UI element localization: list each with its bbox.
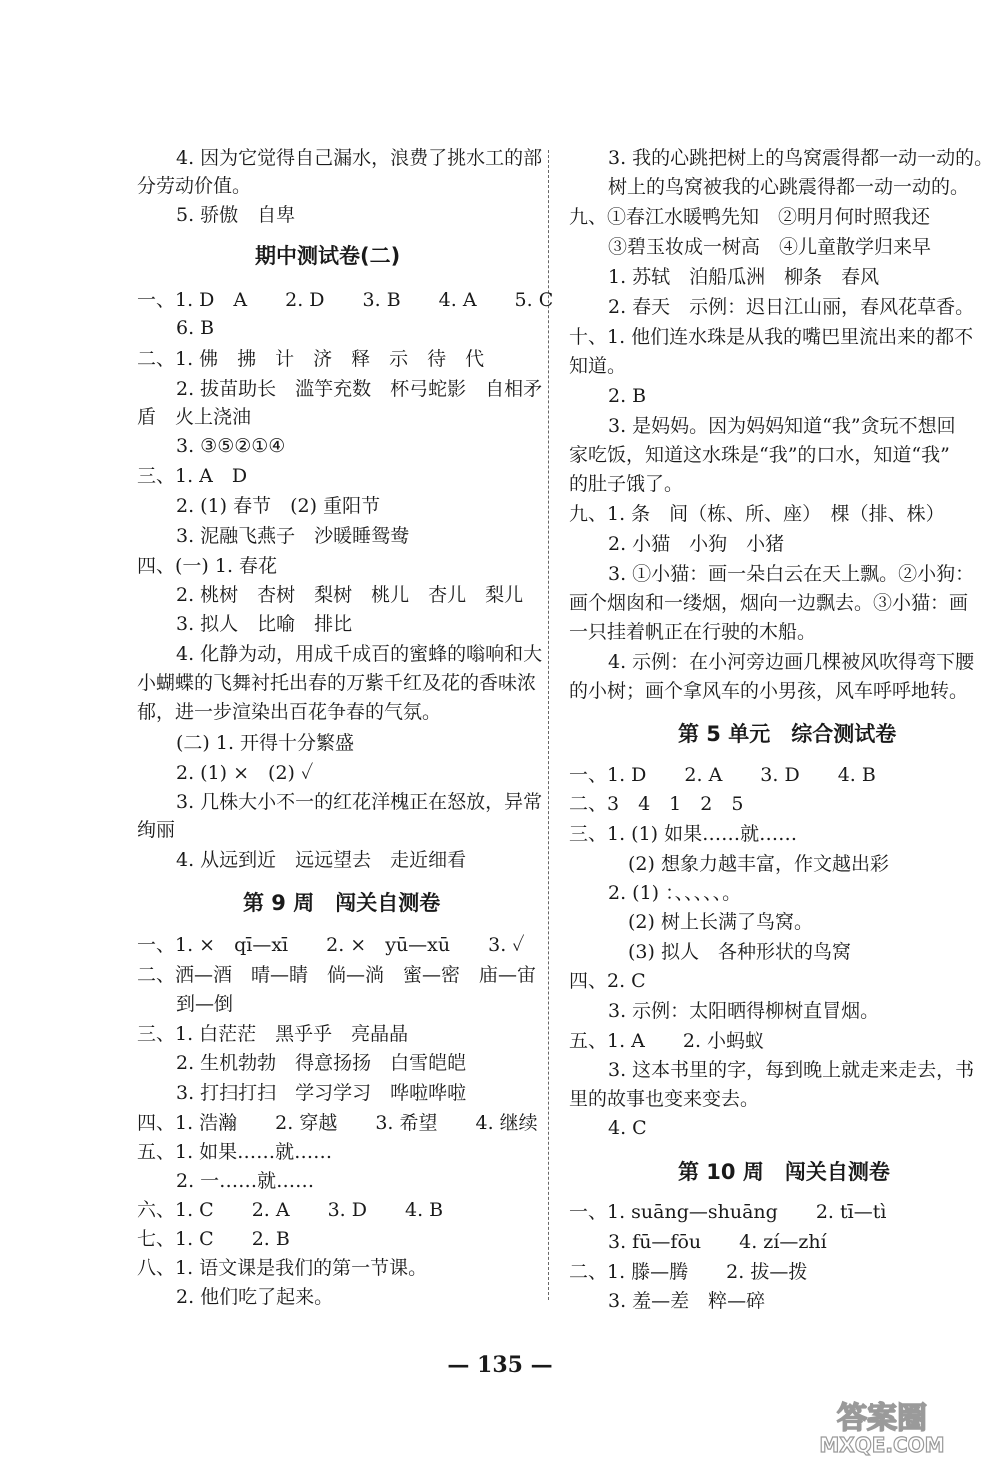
answer-line: 4. C	[608, 1117, 647, 1139]
answer-line: 3. 泥融飞燕子 沙暖睡鸳鸯	[176, 525, 410, 547]
page-number: — 135 —	[447, 1352, 553, 1378]
answer-line: 九、1. 条 间（栋、所、座） 棵（排、株）	[569, 503, 945, 525]
answer-line: 知道。	[569, 355, 627, 377]
answer-line: 二、1. 佛 拂 计 济 释 示 待 代	[137, 348, 485, 370]
answer-line: 3. 这本书里的字，每到晚上就走来走去，书	[608, 1059, 975, 1081]
answer-line: ③碧玉妆成一树高 ④儿童散学归来早	[608, 236, 932, 258]
answer-line: 盾 火上浇油	[137, 406, 252, 428]
watermark-line1: 答案圈	[837, 1401, 927, 1436]
answer-line: 3. fū—fōu 4. zí—zhí	[608, 1231, 827, 1253]
answer-line: 2. (1) ：、、、、、。	[608, 882, 742, 904]
answer-line: 3. 打扫打扫 学习学习 哗啦哗啦	[176, 1082, 467, 1104]
section-heading: 期中测试卷(二)	[255, 244, 401, 268]
answer-line: 一、1. × qī—xī 2. × yū—xū 3. ✓	[137, 934, 525, 956]
answer-line: 三、1. 白茫茫 黑乎乎 亮晶晶	[137, 1023, 409, 1045]
answer-line: 二、1. 滕—腾 2. 拔—拨	[569, 1261, 808, 1283]
answer-line: 里的故事也变来变去。	[569, 1088, 760, 1110]
answer-line: 六、1. C 2. A 3. D 4. B	[137, 1199, 444, 1221]
answer-line: 2. 拔苗助长 滥竽充数 杯弓蛇影 自相矛	[176, 378, 543, 400]
watermark-line2: MXQE.COM	[819, 1433, 945, 1456]
answer-line: 五、1. 如果……就……	[137, 1141, 333, 1163]
answer-line: 6. B	[176, 317, 215, 339]
answer-line: 3. 是妈妈。因为妈妈知道“我”贪玩不想回	[608, 415, 956, 437]
answer-line: 3. 拟人 比喻 排比	[176, 613, 353, 635]
answer-line: 4. 示例：在小河旁边画几棵被风吹得弯下腰	[608, 651, 975, 673]
answer-line: (二) 1. 开得十分繁盛	[176, 732, 355, 754]
answer-line: 3. ①小猫：画一朵白云在天上飘。②小狗：	[608, 563, 975, 585]
answer-line: 家吃饭，知道这水珠是“我”的口水，知道“我”	[569, 444, 950, 466]
answer-line: 2. 桃树 杏树 梨树 桃儿 杏儿 梨儿	[176, 584, 524, 606]
answer-line: (2) 想象力越丰富，作文越出彩	[628, 853, 889, 875]
answer-line: (3) 拟人 各种形状的鸟窝	[628, 941, 851, 963]
answer-line: 二、3 4 1 2 5	[569, 793, 744, 815]
answer-line: 2. B	[608, 385, 647, 407]
answer-line: 的小树；画个拿风车的小男孩，风车呼呼地转。	[569, 680, 969, 702]
watermark-logo	[770, 1398, 995, 1456]
answer-line: 2. 他们吃了起来。	[176, 1286, 334, 1308]
section-heading: 第 10 周 闯关自测卷	[678, 1160, 890, 1184]
answer-line: 画个烟囱和一缕烟，烟向一边飘去。③小猫：画	[569, 592, 969, 614]
answer-line: 4. 化静为动，用成千成百的蜜蜂的嗡响和大	[176, 643, 543, 665]
answer-line: 一、1. D A 2. D 3. B 4. A 5. C	[137, 289, 554, 311]
answer-line: 3. 示例：太阳晒得柳树直冒烟。	[608, 1000, 880, 1022]
answer-line: 1. 苏轼 泊船瓜洲 柳条 春风	[608, 266, 880, 288]
answer-line: 2. 春天 示例：迟日江山丽，春风花草香。	[608, 296, 975, 318]
answer-line: 2. (1) 春节 (2) 重阳节	[176, 495, 381, 517]
answer-line: 四、1. 浩瀚 2. 穿越 3. 希望 4. 继续	[137, 1112, 538, 1134]
answer-line: 绚丽	[137, 819, 176, 841]
answer-line: 九、①春江水暖鸭先知 ②明月何时照我还	[569, 206, 931, 228]
answer-line: 4. 从远到近 远远望去 走近细看	[176, 849, 467, 871]
column-divider	[548, 150, 549, 1300]
answer-line: 2. 一……就……	[176, 1170, 315, 1192]
answer-line: 三、1. A D	[137, 465, 248, 487]
answer-line: 二、洒—酒 晴—睛 倘—淌 蜜—密 庙—宙	[137, 964, 537, 986]
answer-line: 郁，进一步渲染出百花争春的气氛。	[137, 701, 442, 723]
answer-line: 七、1. C 2. B	[137, 1228, 290, 1250]
answer-line: 四、2. C	[569, 970, 646, 992]
answer-line: 4. 因为它觉得自己漏水，浪费了挑水工的部	[176, 147, 543, 169]
answer-line: 2. 小猫 小狗 小猪	[608, 533, 785, 555]
answer-line: 2. (1) × (2) ✓	[176, 762, 314, 784]
answer-line: 3. 几株大小不一的红花洋槐正在怒放，异常	[176, 791, 543, 813]
answer-line: 五、1. A 2. 小蚂蚁	[569, 1030, 765, 1052]
answer-line: (2) 树上长满了鸟窝。	[628, 911, 813, 933]
answer-line: 3. 羞—差 粹—碎	[608, 1290, 766, 1312]
section-heading: 第 9 周 闯关自测卷	[243, 891, 441, 915]
answer-line: 四、(一) 1. 春花	[137, 555, 278, 577]
answer-line: 三、1. (1) 如果……就……	[569, 823, 798, 845]
answer-line: 一只挂着帆正在行驶的木船。	[569, 621, 817, 643]
answer-line: 2. 生机勃勃 得意扬扬 白雪皑皑	[176, 1052, 467, 1074]
answer-line: 一、1. suāng—shuāng 2. tī—tì	[569, 1201, 887, 1223]
answer-line: 十、1. 他们连水珠是从我的嘴巴里流出来的都不	[569, 326, 974, 348]
answer-line: 小蝴蝶的飞舞衬托出春的万紫千红及花的香味浓	[137, 672, 537, 694]
answer-line: 的肚子饿了。	[569, 473, 684, 495]
answer-line: 到—倒	[176, 993, 234, 1015]
answer-line: 树上的鸟窝被我的心跳震得都一动一动的。	[608, 176, 970, 198]
answer-line: 八、1. 语文课是我们的第一节课。	[137, 1257, 428, 1279]
answer-line: 3. 我的心跳把树上的鸟窝震得都一动一动的。	[608, 147, 994, 169]
answer-line: 5. 骄傲 自卑	[176, 204, 296, 226]
answer-line: 分劳动价值。	[137, 175, 252, 197]
answer-line: 3. ③⑤②①④	[176, 435, 286, 457]
section-heading: 第 5 单元 综合测试卷	[678, 722, 897, 746]
answer-line: 一、1. D 2. A 3. D 4. B	[569, 764, 876, 786]
